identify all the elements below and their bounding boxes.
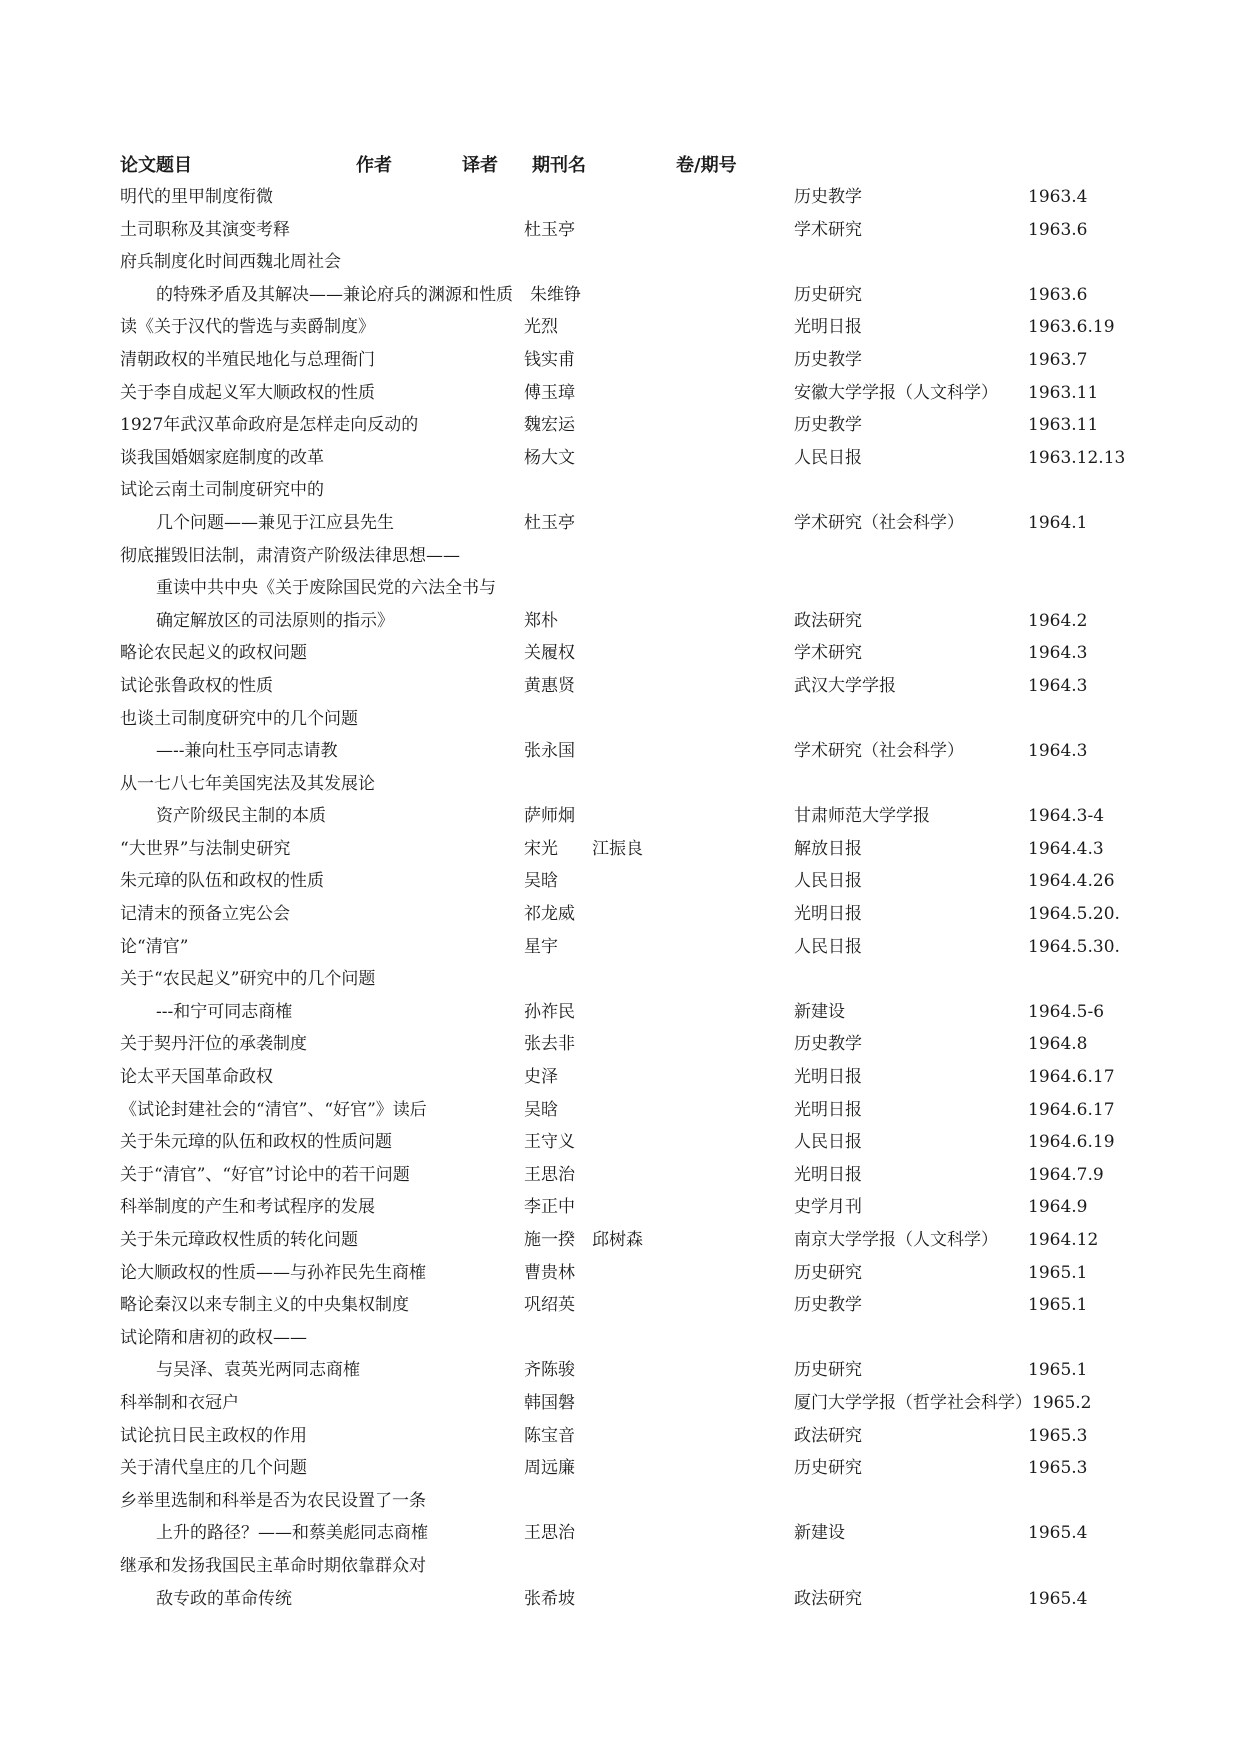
row-title: 论大顺政权的性质——与孙祚民先生商榷: [120, 1262, 426, 1283]
row-journal: 人民日报: [794, 936, 862, 957]
row-journal: 光明日报: [794, 1164, 862, 1185]
table-row: [0, 1224, 1241, 1257]
row-issue: 1964.12: [1028, 1230, 1099, 1250]
row-issue: 1963.7: [1028, 349, 1088, 370]
row-author: 张希坡: [524, 1588, 575, 1609]
table-row: [0, 442, 1241, 475]
row-title: 关于朱元璋政权性质的转化问题: [120, 1230, 358, 1250]
row-title: 重读中共中央《关于废除国民党的六法全书与: [156, 578, 496, 599]
row-title: 土司职称及其演变考释: [120, 219, 290, 240]
row-title: 试论抗日民主政权的作用: [120, 1425, 307, 1446]
table-row: [0, 1485, 1241, 1518]
row-author: 齐陈骏: [524, 1360, 575, 1381]
table-row: [0, 181, 1241, 214]
row-journal: 新建设: [794, 1001, 845, 1022]
row-title: 1927年武汉革命政府是怎样走向反动的: [120, 415, 419, 436]
row-title: 论太平天国革命政权: [120, 1067, 273, 1088]
row-title: 关于朱元璋的队伍和政权的性质问题: [120, 1132, 392, 1153]
table-row: [0, 963, 1241, 996]
row-author: 张永国: [524, 741, 575, 762]
row-journal: 政法研究: [794, 1425, 862, 1446]
table-row: [0, 768, 1241, 801]
table-row: [0, 931, 1241, 964]
row-title: 上升的路径？——和蔡美彪同志商榷: [156, 1523, 428, 1544]
row-title: —--兼向杜玉亭同志请教: [156, 741, 338, 762]
table-row: [0, 865, 1241, 898]
row-title: 读《关于汉代的訾选与卖爵制度》: [120, 317, 375, 338]
table-row: [0, 1322, 1241, 1355]
row-journal: 历史教学: [794, 415, 862, 436]
row-author: 施一揆 邱树森: [524, 1230, 643, 1250]
row-journal: 人民日报: [794, 1132, 862, 1153]
table-header: [0, 151, 1241, 181]
row-author: 王思治: [524, 1164, 575, 1185]
row-author: 曹贵林: [524, 1262, 575, 1283]
row-author: 王守义: [524, 1132, 575, 1153]
row-author: 周远廉: [524, 1458, 575, 1479]
header-journal: 期刊名: [532, 155, 586, 176]
row-issue: 1965.3: [1028, 1458, 1088, 1479]
row-issue: 1964.9: [1028, 1197, 1088, 1218]
row-journal: 历史教学: [794, 1295, 862, 1316]
row-issue: 1963.11: [1028, 382, 1099, 403]
row-journal: 学术研究（社会科学）: [794, 512, 964, 533]
row-issue: 1963.11: [1028, 415, 1099, 436]
row-journal: 学术研究（社会科学）: [794, 741, 964, 762]
table-row: [0, 1289, 1241, 1322]
row-journal: 人民日报: [794, 447, 862, 468]
row-journal: 政法研究: [794, 610, 862, 631]
table-row: [0, 1420, 1241, 1453]
table-row: [0, 507, 1241, 540]
row-author: 王思治: [524, 1523, 575, 1544]
row-title: ---和宁可同志商榷: [156, 1001, 293, 1022]
row-issue: 1965.4: [1028, 1523, 1088, 1544]
row-journal: 人民日报: [794, 871, 862, 892]
row-journal: 历史研究: [794, 1458, 862, 1479]
row-issue: 1965.1: [1028, 1360, 1088, 1381]
row-author: 韩国磐: [524, 1392, 575, 1413]
row-title: 论“清官”: [120, 936, 189, 957]
row-title: “大世界”与法制史研究: [120, 838, 291, 859]
table-row: [0, 898, 1241, 931]
row-issue: 1964.3: [1028, 675, 1088, 696]
row-journal: 解放日报: [794, 838, 862, 859]
row-title: 关于李自成起义军大顺政权的性质: [120, 382, 375, 403]
table-row: [0, 1126, 1241, 1159]
row-author: 祁龙威: [524, 904, 575, 925]
row-journal: 学术研究: [794, 643, 862, 664]
row-journal: 光明日报: [794, 317, 862, 338]
row-title: 的特殊矛盾及其解决——兼论府兵的渊源和性质 朱维铮: [156, 284, 581, 305]
row-journal: 历史研究: [794, 284, 862, 305]
row-author: 黄惠贤: [524, 675, 575, 696]
row-journal: 历史教学: [794, 349, 862, 370]
row-issue: 1964.6.17: [1028, 1067, 1115, 1088]
table-row: [0, 214, 1241, 247]
row-author: 杜玉亭: [524, 512, 575, 533]
row-journal: 学术研究: [794, 219, 862, 240]
header-author: 作者: [356, 155, 392, 176]
row-journal: 历史教学: [794, 187, 862, 207]
row-issue: 1964.3: [1028, 643, 1088, 664]
row-journal: 政法研究: [794, 1588, 862, 1609]
row-title: 略论农民起义的政权问题: [120, 643, 307, 664]
table-row: [0, 1094, 1241, 1127]
row-title: 关于契丹汗位的承袭制度: [120, 1034, 307, 1055]
row-journal: 新建设: [794, 1523, 845, 1544]
table-row: [0, 1517, 1241, 1550]
row-title: 继承和发扬我国民主革命时期依靠群众对: [120, 1555, 426, 1576]
row-author: 萨师炯: [524, 806, 575, 827]
table-row: [0, 1550, 1241, 1583]
table-row: [0, 344, 1241, 377]
row-journal: 南京大学学报（人文科学）: [794, 1230, 998, 1250]
table-row: [0, 833, 1241, 866]
row-title: 乡举里选制和科举是否为农民设置了一条: [120, 1490, 426, 1511]
row-author: 宋光 江振良: [524, 838, 643, 859]
table-row: [0, 1583, 1241, 1616]
row-journal: 厦门大学学报（哲学社会科学）1965.2: [794, 1392, 1092, 1413]
row-title: 几个问题——兼见于江应县先生: [156, 512, 394, 533]
table-row: [0, 1354, 1241, 1387]
row-issue: 1963.6.19: [1028, 317, 1115, 338]
table-row: [0, 996, 1241, 1029]
table-row: [0, 409, 1241, 442]
row-issue: 1964.5.20.: [1028, 904, 1120, 925]
row-issue: 1964.3: [1028, 741, 1088, 762]
row-author: 钱实甫: [524, 349, 575, 370]
row-title: 彻底摧毁旧法制，肃清资产阶级法律思想——: [120, 545, 460, 566]
table-row: [0, 1452, 1241, 1485]
row-author: 孙祚民: [524, 1001, 575, 1022]
row-issue: 1963.6: [1028, 284, 1088, 305]
row-issue: 1965.3: [1028, 1425, 1088, 1446]
bibliography-list: [0, 181, 1241, 1615]
row-author: 张去非: [524, 1034, 575, 1055]
table-row: [0, 1257, 1241, 1290]
row-issue: 1963.4: [1028, 187, 1088, 207]
table-row: [0, 474, 1241, 507]
row-author: 杜玉亭: [524, 219, 575, 240]
row-issue: 1964.5-6: [1028, 1001, 1105, 1022]
row-author: 魏宏运: [524, 415, 575, 436]
row-author: 陈宝音: [524, 1425, 575, 1446]
row-title: 谈我国婚姻家庭制度的改革: [120, 447, 324, 468]
header-translator: 译者: [462, 155, 498, 176]
table-row: [0, 1061, 1241, 1094]
row-title: 从一七八七年美国宪法及其发展论: [120, 773, 375, 794]
row-title: 略论秦汉以来专制主义的中央集权制度: [120, 1295, 409, 1316]
row-author: 星宇: [524, 936, 558, 957]
row-journal: 历史教学: [794, 1034, 862, 1055]
row-title: 科举制和衣冠户: [120, 1392, 239, 1413]
table-row: [0, 800, 1241, 833]
table-row: [0, 1159, 1241, 1192]
table-row: [0, 377, 1241, 410]
row-title: 与吴泽、袁英光两同志商榷: [156, 1360, 360, 1381]
table-row: [0, 703, 1241, 736]
row-author: 巩绍英: [524, 1295, 575, 1316]
row-author: 傅玉璋: [524, 382, 575, 403]
row-author: 光烈: [524, 317, 558, 338]
table-row: [0, 311, 1241, 344]
row-issue: 1964.5.30.: [1028, 936, 1120, 957]
table-row: [0, 572, 1241, 605]
row-title: 也谈土司制度研究中的几个问题: [120, 708, 358, 729]
row-title: 清朝政权的半殖民地化与总理衙门: [120, 349, 375, 370]
row-journal: 历史研究: [794, 1262, 862, 1283]
row-title: 试论云南土司制度研究中的: [120, 480, 324, 501]
row-issue: 1964.1: [1028, 512, 1088, 533]
row-title: 确定解放区的司法原则的指示》: [156, 610, 394, 631]
table-row: [0, 279, 1241, 312]
row-journal: 武汉大学学报: [794, 675, 896, 696]
table-row: [0, 1191, 1241, 1224]
row-title: 明代的里甲制度衔微: [120, 187, 273, 207]
row-journal: 历史研究: [794, 1360, 862, 1381]
table-row: [0, 670, 1241, 703]
header-title: 论文题目: [120, 155, 192, 176]
row-author: 史泽: [524, 1067, 558, 1088]
table-row: [0, 246, 1241, 279]
row-author: 关履权: [524, 643, 575, 664]
row-issue: 1965.1: [1028, 1295, 1088, 1316]
row-issue: 1965.4: [1028, 1588, 1088, 1609]
row-title: 《试论封建社会的“清官”、“好官”》读后: [120, 1099, 427, 1120]
row-title: 试论张鲁政权的性质: [120, 675, 273, 696]
table-row: [0, 540, 1241, 573]
header-issue: 卷/期号: [676, 155, 737, 176]
row-issue: 1964.8: [1028, 1034, 1088, 1055]
row-journal: 甘肃师范大学学报: [794, 806, 930, 827]
row-issue: 1964.3-4: [1028, 806, 1105, 827]
table-row: [0, 735, 1241, 768]
row-title: 试论隋和唐初的政权——: [120, 1327, 307, 1348]
row-title: 府兵制度化时间西魏北周社会: [120, 252, 341, 273]
row-issue: 1964.7.9: [1028, 1164, 1104, 1185]
row-issue: 1964.4.3: [1028, 838, 1104, 859]
row-journal: 光明日报: [794, 904, 862, 925]
table-row: [0, 1387, 1241, 1420]
row-title: 资产阶级民主制的本质: [156, 806, 326, 827]
row-title: 关于“农民起义”研究中的几个问题: [120, 969, 376, 990]
row-title: 记清末的预备立宪公会: [120, 904, 290, 925]
row-issue: 1964.6.19: [1028, 1132, 1115, 1153]
row-title: 朱元璋的队伍和政权的性质: [120, 871, 324, 892]
row-author: 郑朴: [524, 610, 558, 631]
row-author: 吴晗: [524, 1099, 558, 1120]
row-journal: 史学月刊: [794, 1197, 862, 1218]
table-row: [0, 1028, 1241, 1061]
row-issue: 1964.4.26: [1028, 871, 1115, 892]
table-row: [0, 637, 1241, 670]
row-issue: 1963.6: [1028, 219, 1088, 240]
row-title: 科举制度的产生和考试程序的发展: [120, 1197, 375, 1218]
row-issue: 1965.1: [1028, 1262, 1088, 1283]
table-row: [0, 605, 1241, 638]
row-title: 敌专政的革命传统: [156, 1588, 292, 1609]
row-author: 杨大文: [524, 447, 575, 468]
row-issue: 1964.6.17: [1028, 1099, 1115, 1120]
row-issue: 1963.12.13: [1028, 447, 1126, 468]
row-journal: 光明日报: [794, 1067, 862, 1088]
row-author: 吴晗: [524, 871, 558, 892]
row-journal: 安徽大学学报（人文科学）: [794, 382, 998, 403]
row-title: 关于“清官”、“好官”讨论中的若干问题: [120, 1164, 410, 1185]
row-title: 关于清代皇庄的几个问题: [120, 1458, 307, 1479]
row-journal: 光明日报: [794, 1099, 862, 1120]
row-author: 李正中: [524, 1197, 575, 1218]
row-issue: 1964.2: [1028, 610, 1088, 631]
